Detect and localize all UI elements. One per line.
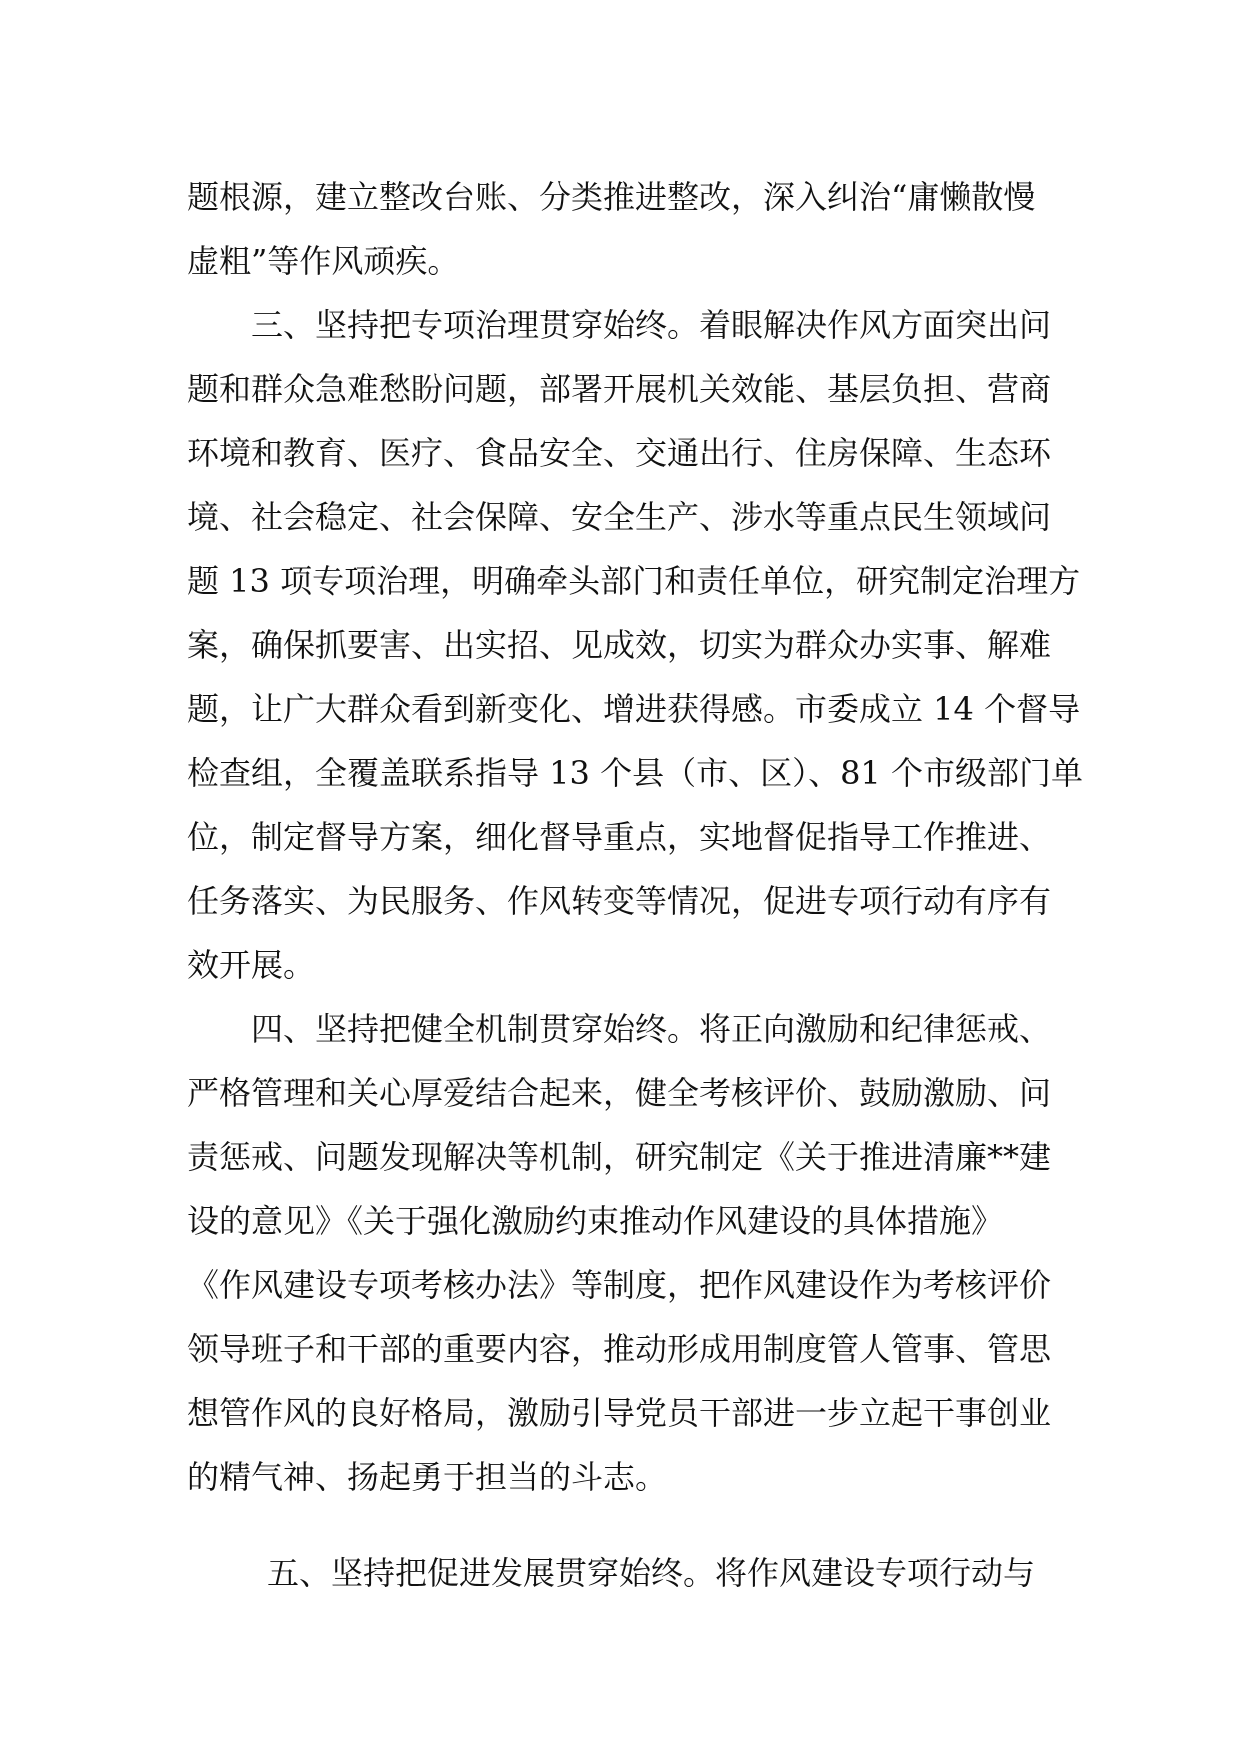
paragraph-line: 设的意见》《关于强化激励约束推动作风建设的具体措施》 [187,1202,1004,1240]
paragraph-line: 责惩戒、问题发现解决等机制，研究制定《关于推进清廉**建 [187,1138,1052,1176]
paragraph-line: 严格管理和关心厚爱结合起来，健全考核评价、鼓励激励、问 [187,1074,1052,1112]
paragraph-section-3 [187,293,1083,997]
paragraph-section-4 [187,997,1055,1509]
paragraph-line: 领导班子和干部的重要内容，推动形成用制度管人管事、管思 [187,1330,1052,1368]
paragraph-line: 环境和教育、医疗、食品安全、交通出行、住房保障、生态环 [187,434,1052,472]
paragraph-line: 案，确保抓要害、出实招、见成效，切实为群众办实事、解难 [187,626,1052,664]
paragraph-line: 检查组，全覆盖联系指导 13 个县（市、区）、81 个市级部门单 [187,754,1083,792]
paragraph-line: 《作风建设专项考核办法》等制度，把作风建设作为考核评价 [187,1266,1052,1304]
paragraph-line: 题和群众急难愁盼问题，部署开展机关效能、基层负担、营商 [187,370,1052,408]
paragraph-line: 四、坚持把健全机制贯穿始终。将正向激励和纪律惩戒、 [251,1010,1052,1048]
paragraph-line: 位，制定督导方案，细化督导重点，实地督促指导工作推进、 [187,818,1052,856]
paragraph-line: 任务落实、为民服务、作风转变等情况，促进专项行动有序有 [187,882,1052,920]
paragraph-section-5 [187,1541,1055,1605]
paragraph-line: 题，让广大群众看到新变化、增进获得感。市委成立 14 个督导 [187,690,1081,728]
paragraph-line: 题根源，建立整改台账、分类推进整改，深入纠治“庸懒散慢 [187,178,1036,216]
paragraph-line: 境、社会稳定、社会保障、安全生产、涉水等重点民生领域问 [187,498,1052,536]
paragraph-line: 五、坚持把促进发展贯穿始终。将作风建设专项行动与 [267,1554,1036,1592]
paragraph-line: 效开展。 [187,946,316,984]
paragraph-line: 三、坚持把专项治理贯穿始终。着眼解决作风方面突出问 [251,306,1052,344]
paragraph-continuation [187,165,1055,293]
paragraph-line: 题 13 项专项治理，明确牵头部门和责任单位，研究制定治理方 [187,562,1081,600]
paragraph-line: 虚粗”等作风顽疾。 [187,242,460,280]
paragraph-line: 想管作风的良好格局，激励引导党员干部进一步立起干事创业 [187,1394,1052,1432]
paragraph-line: 的精气神、扬起勇于担当的斗志。 [187,1458,668,1496]
